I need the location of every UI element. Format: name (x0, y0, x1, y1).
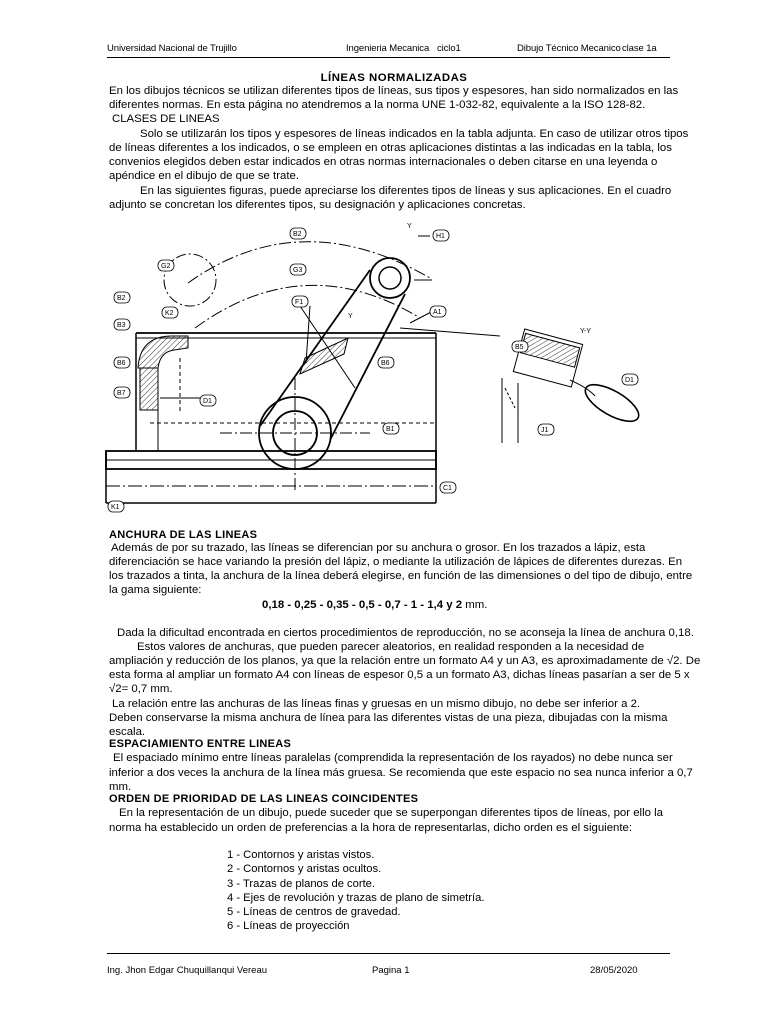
svg-text:B1: B1 (386, 426, 395, 433)
svg-text:H1: H1 (436, 233, 445, 240)
clases-heading: CLASES DE LINEAS (112, 113, 220, 125)
svg-text:K2: K2 (165, 310, 174, 317)
width-range: 0,18 - 0,25 - 0,35 - 0,5 - 0,7 - 1 - 1,4 y 2 mm. (262, 599, 488, 611)
svg-text:G2: G2 (161, 263, 171, 270)
priority-list (227, 848, 484, 934)
anchura-heading: ANCHURA DE LAS LINEAS (109, 529, 258, 541)
svg-text:K1: K1 (111, 504, 120, 511)
footer-rule (107, 953, 670, 954)
list-item: 2 - Contornos y aristas ocultos. (227, 863, 382, 876)
header-career: Ingenieria Mecanica (346, 43, 430, 54)
svg-text:D1: D1 (203, 398, 212, 405)
svg-text:B6: B6 (381, 360, 390, 367)
svg-text:B5: B5 (515, 344, 524, 351)
footer-author: Ing. Jhon Edgar Chuquillanqui Vereau (107, 965, 268, 976)
svg-text:J1: J1 (541, 427, 549, 434)
list-item: 6 - Líneas de proyección (227, 920, 350, 933)
footer-date: 28/05/2020 (590, 965, 638, 976)
svg-text:F1: F1 (295, 299, 304, 306)
list-item: 5 - Líneas de centros de gravedad. (227, 906, 401, 919)
svg-text:B3: B3 (117, 322, 126, 329)
svg-text:Y: Y (348, 313, 353, 320)
header-rule (107, 57, 670, 58)
svg-text:B2: B2 (117, 295, 126, 302)
svg-text:Y-Y: Y-Y (580, 328, 592, 335)
svg-text:G3: G3 (293, 267, 303, 274)
header-cycle: ciclo1 (437, 43, 461, 54)
technical-line-types-figure (100, 218, 660, 518)
list-item: 3 - Trazas de planos de corte. (227, 877, 376, 890)
svg-text:B7: B7 (117, 390, 126, 397)
svg-text:C1: C1 (443, 485, 452, 492)
header-university: Universidad Nacional de Trujillo (107, 43, 237, 54)
svg-text:B6: B6 (117, 360, 126, 367)
page-title: LÍNEAS NORMALIZADAS (320, 72, 468, 84)
list-item: 4 - Ejes de revolución y trazas de plano de simetría. (227, 891, 485, 904)
espaciamiento-heading: ESPACIAMIENTO ENTRE LINEAS (109, 738, 292, 750)
header-course: Dibujo Técnico Mecanico (517, 43, 621, 54)
svg-text:Y: Y (407, 223, 412, 230)
header-class: clase 1a (622, 43, 657, 54)
orden-heading: ORDEN DE PRIORIDAD DE LAS LINEAS COINCIDENTES (109, 793, 419, 805)
svg-text:A1: A1 (433, 309, 442, 316)
footer-page-number: Pagina 1 (372, 965, 410, 976)
list-item: 1 - Contornos y aristas vistos. (227, 849, 375, 861)
svg-text:B2: B2 (293, 231, 302, 238)
svg-text:D1: D1 (625, 377, 634, 384)
